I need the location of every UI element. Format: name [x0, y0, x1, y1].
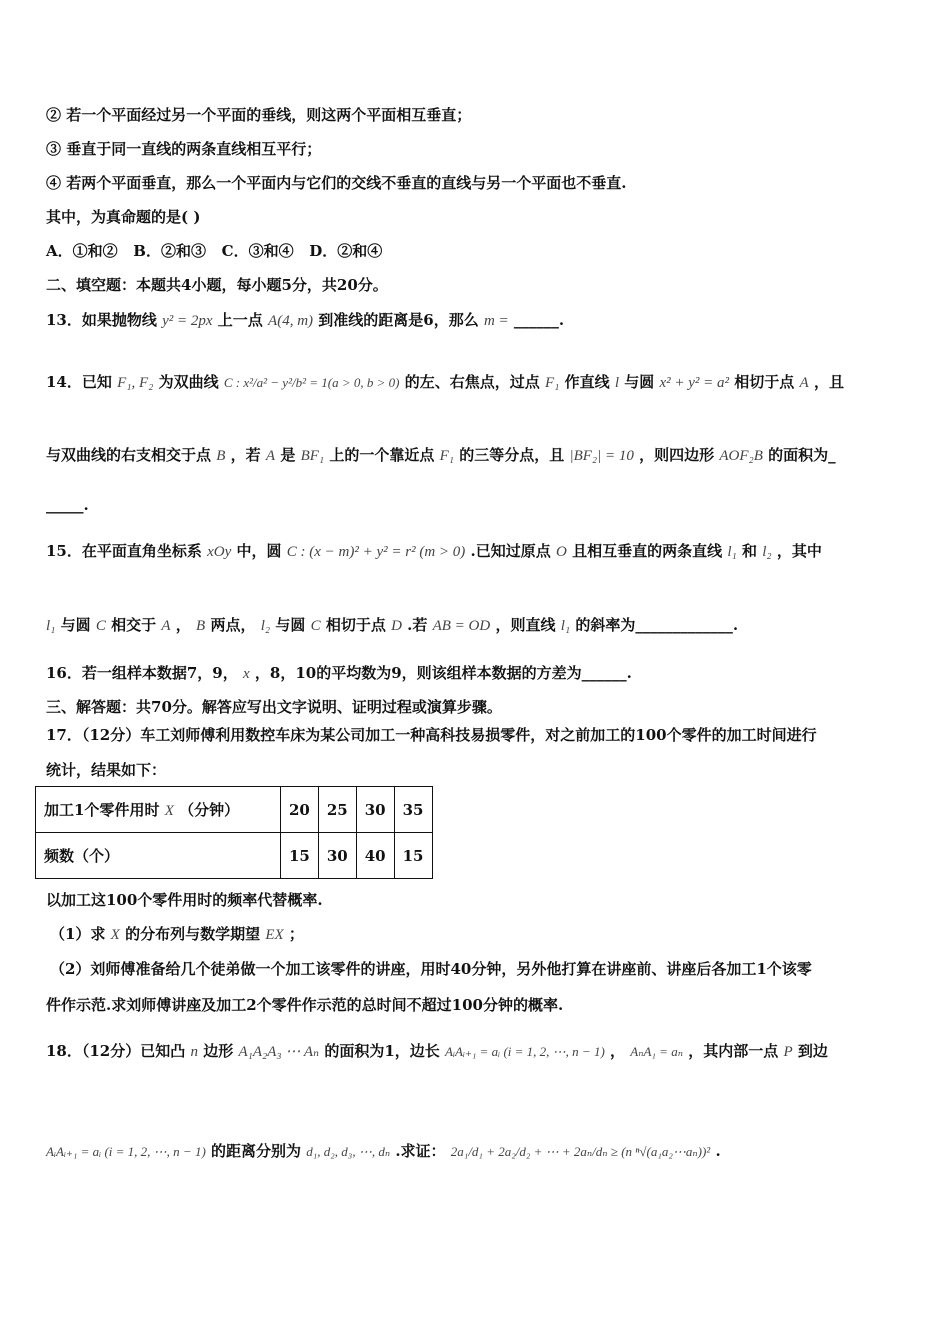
question-17-part-2-cont: 件作示范.求刘师傅讲座及加工2个零件作示范的总时间不超过100分钟的概率. — [46, 996, 564, 1014]
question-15-line-2: l₁ 与圆 C 相交于 A ， B 两点， l₂ 与圆 C 相切于点 D .若 AB = OD ，则直线 l₁ 的斜率为_____________. — [46, 616, 739, 634]
q12-options: A．①和② B．②和③ C．③和④ D．②和④ — [46, 242, 383, 260]
q12-statement-2: ② 若一个平面经过另一个平面的垂线，则这两个平面相互垂直； — [46, 106, 472, 124]
table-cell: 25 — [318, 787, 356, 833]
question-13: 13．如果抛物线 y² = 2px 上一点 A(4, m) 到准线的距离是6，那么 m = ______. — [46, 311, 565, 329]
math-m: m = — [483, 313, 509, 329]
question-17-part-2: （2）刘师傅准备给几个徒弟做一个加工该零件的讲座，用时40分钟，另外他打算在讲座前、讲座后各加工1个该零 — [50, 960, 812, 978]
question-18-line-2: AᵢAᵢ₊₁ = aᵢ (i = 1, 2, ⋯, n − 1) 的距离分别为 d₁, d₂, d₃, ⋯, dₙ .求证： 2a₁/d₁ + 2a₂/d₂ + ⋯ + 2aₙ/dₙ ≥ (n ⁿ√(a₁a₂⋯aₙ))² . — [46, 1142, 721, 1160]
table-header-time: 加工1个零件用时 X （分钟） — [36, 787, 281, 833]
question-15-line-1: 15．在平面直角坐标系 xOy 中，圆 C : (x − m)² + y² = r² (m > 0) .已知过原点 O 且相互垂直的两条直线 l₁ 和 l₂ ，其中 — [46, 542, 822, 560]
question-14-line-2: 与双曲线的右支相交于点 B ，若 A 是 BF₁ 上的一个靠近点 F₁ 的三等分点，且 |BF₂| = 10 ，则四边形 AOF₂B 的面积为_ — [46, 446, 836, 464]
question-14-line-1: 14．已知 F₁, F₂ 为双曲线 C : x²/a² − y²/b² = 1(a > 0, b > 0) 的左、右焦点，过点 F₁ 作直线 l 与圆 x² + y² = a² 相切于点 A ，且 — [46, 373, 844, 391]
answer-blank: ______. — [513, 311, 565, 329]
question-17-intro: 17．（12分）车工刘师傅利用数控车床为某公司加工一种高科技易损零件，对之前加工的100个零件的加工时间进行 — [46, 726, 817, 744]
table-cell: 15 — [281, 833, 319, 879]
table-header-count: 频数（个） — [36, 833, 281, 879]
section-2-heading: 二、填空题：本题共4小题，每小题5分，共20分。 — [46, 276, 388, 294]
question-17-part-1: （1）求 X 的分布列与数学期望 EX ； — [50, 925, 304, 943]
q12-statement-3: ③ 垂直于同一直线的两条直线相互平行； — [46, 140, 322, 158]
question-17-intro-2: 统计，结果如下： — [46, 761, 167, 779]
math-circle-c: C : (x − m)² + y² = r² (m > 0) — [286, 544, 466, 560]
math-inequality: 2a₁/d₁ + 2a₂/d₂ + ⋯ + 2aₙ/dₙ ≥ (n ⁿ√(a₁a₂⋯aₙ))² — [450, 1144, 711, 1159]
question-16: 16．若一组样本数据7，9， x ，8，10的平均数为9，则该组样本数据的方差为______. — [46, 664, 632, 682]
math-circle: x² + y² = a² — [659, 375, 730, 391]
q12-question: 其中，为真命题的是( ) — [46, 208, 201, 226]
table-row — [36, 833, 433, 879]
table-row — [36, 787, 433, 833]
table-cell: 20 — [281, 787, 319, 833]
question-14-answer-blank: _____. — [46, 496, 89, 514]
table-cell: 35 — [394, 787, 432, 833]
question-18-line-1: 18．（12分）已知凸 n 边形 A₁A₂A₃ ⋯ Aₙ 的面积为1，边长 AᵢAᵢ₊₁ = aᵢ (i = 1, 2, ⋯, n − 1) ， AₙA₁ = aₙ ，其内部一点 P 到边 — [46, 1042, 828, 1060]
math-parabola: y² = 2px — [162, 313, 213, 329]
q12-statement-4: ④ 若两个平面垂直，那么一个平面内与它们的交线不垂直的直线与另一个平面也不垂直. — [46, 174, 627, 192]
table-cell: 30 — [356, 787, 394, 833]
question-17-note: 以加工这100个零件用时的频率代替概率. — [46, 891, 323, 909]
section-3-heading: 三、解答题：共70分。解答应写出文字说明、证明过程或演算步骤。 — [46, 698, 502, 716]
math-point-a: A(4, m) — [268, 313, 314, 329]
frequency-table — [35, 786, 433, 879]
table-cell: 30 — [318, 833, 356, 879]
table-cell: 15 — [394, 833, 432, 879]
table-cell: 40 — [356, 833, 394, 879]
math-hyperbola: C : x²/a² − y²/b² = 1(a > 0, b > 0) — [223, 375, 400, 390]
